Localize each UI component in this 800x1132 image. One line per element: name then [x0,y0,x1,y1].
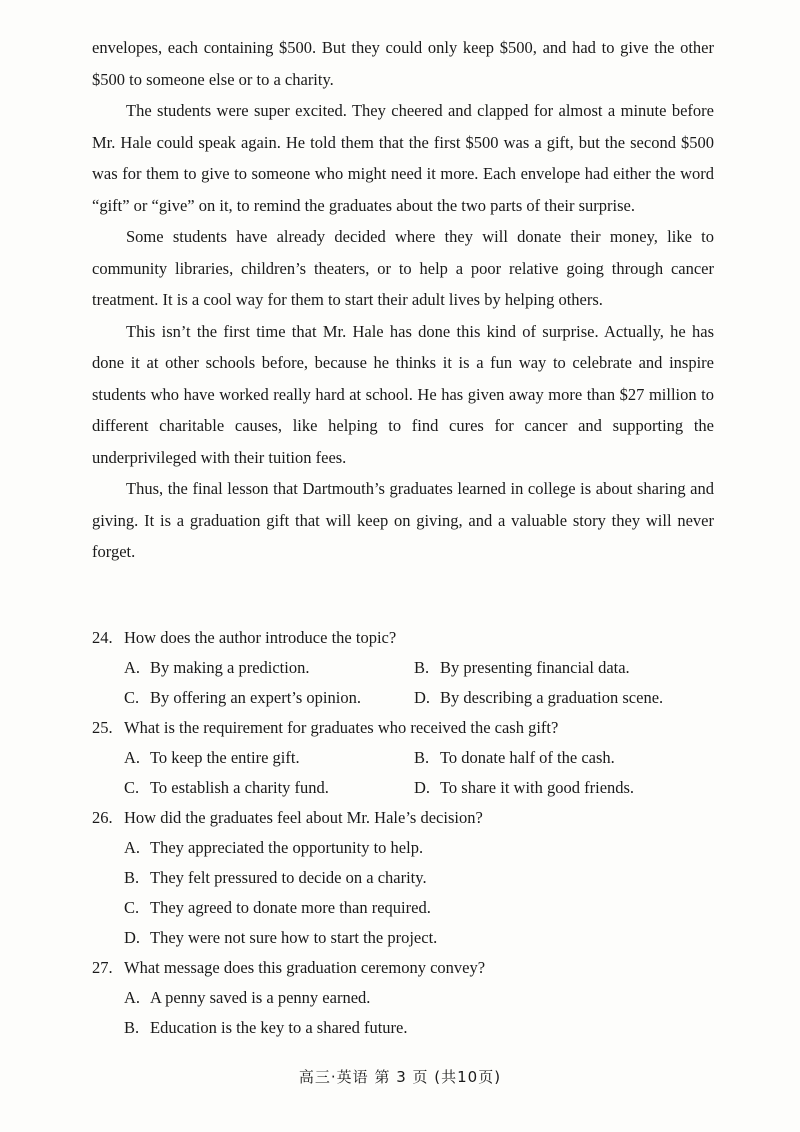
option-c: C. To establish a charity fund. [124,778,329,797]
option-b: B. Education is the key to a shared future. [124,1018,408,1037]
passage-paragraph-3: Some students have already decided where they will donate their money, like to community libraries, children’s theaters, or to help a poor relative going through cancer treatment. It is a cool way for them to start their adult lives by helping others. [92,227,714,309]
passage-paragraph-5: Thus, the final lesson that Dartmouth’s graduates learned in college is about sharing and giving. It is a graduation gift that will keep on giving, and a valuable story they will never forget. [92,479,714,561]
question-stem: What is the requirement for graduates who received the cash gift? [124,718,559,737]
option-d: D. To share it with good friends. [414,778,635,797]
option-list [92,743,714,803]
option-b: B. They felt pressured to decide on a charity. [124,868,427,887]
question-stem: How does the author introduce the topic? [124,628,397,647]
option-c: C. They agreed to donate more than required. [124,898,431,917]
option-b: B. To donate half of the cash. [414,748,615,767]
reading-passage [92,32,714,568]
passage-paragraph-1: envelopes, each containing $500. But they could only keep $500, and had to give the other $500 to someone else or to a charity. [92,38,714,89]
option-list [92,653,714,713]
passage-paragraph-2: The students were super excited. They cheered and clapped for almost a minute before Mr. Hale could speak again. He told them that the first $500 was a gift, but the second $500 was for them to give to someone who might need it more. Each envelope had either the word “gift” or “give” on it, to remind the graduates about the two parts of their surprise. [92,101,714,215]
option-d: D. They were not sure how to start the project. [124,928,438,947]
question-number: 25. [92,718,113,737]
question-stem: How did the graduates feel about Mr. Hale’s decision? [124,808,483,827]
question-24 [92,623,714,713]
option-a: A. To keep the entire gift. [124,748,300,767]
question-number: 27. [92,958,113,977]
option-b: B. By presenting financial data. [414,658,630,677]
question-27 [92,953,714,1043]
question-25 [92,713,714,803]
option-a: A. By making a prediction. [124,658,310,677]
option-a: A. They appreciated the opportunity to help. [124,838,424,857]
question-list [92,623,714,1043]
page-footer: 高三·英语 第 3 页 (共10页) [298,1068,502,1086]
option-list [92,833,714,953]
question-number: 24. [92,628,113,647]
question-26 [92,803,714,953]
question-stem: What message does this graduation ceremony convey? [124,958,486,977]
option-a: A. A penny saved is a penny earned. [124,988,371,1007]
option-list [92,983,714,1043]
option-c: C. By offering an expert’s opinion. [124,688,361,707]
question-number: 26. [92,808,113,827]
option-d: D. By describing a graduation scene. [414,688,664,707]
passage-paragraph-4: This isn’t the first time that Mr. Hale has done this kind of surprise. Actually, he has done it at other schools before, because he thinks it is a fun way to celebrate and inspire students who have worked really hard at school. He has given away more than $27 million to different charitable causes, like helping to find cures for cancer and supporting the underprivileged with their tuition fees. [92,321,714,467]
